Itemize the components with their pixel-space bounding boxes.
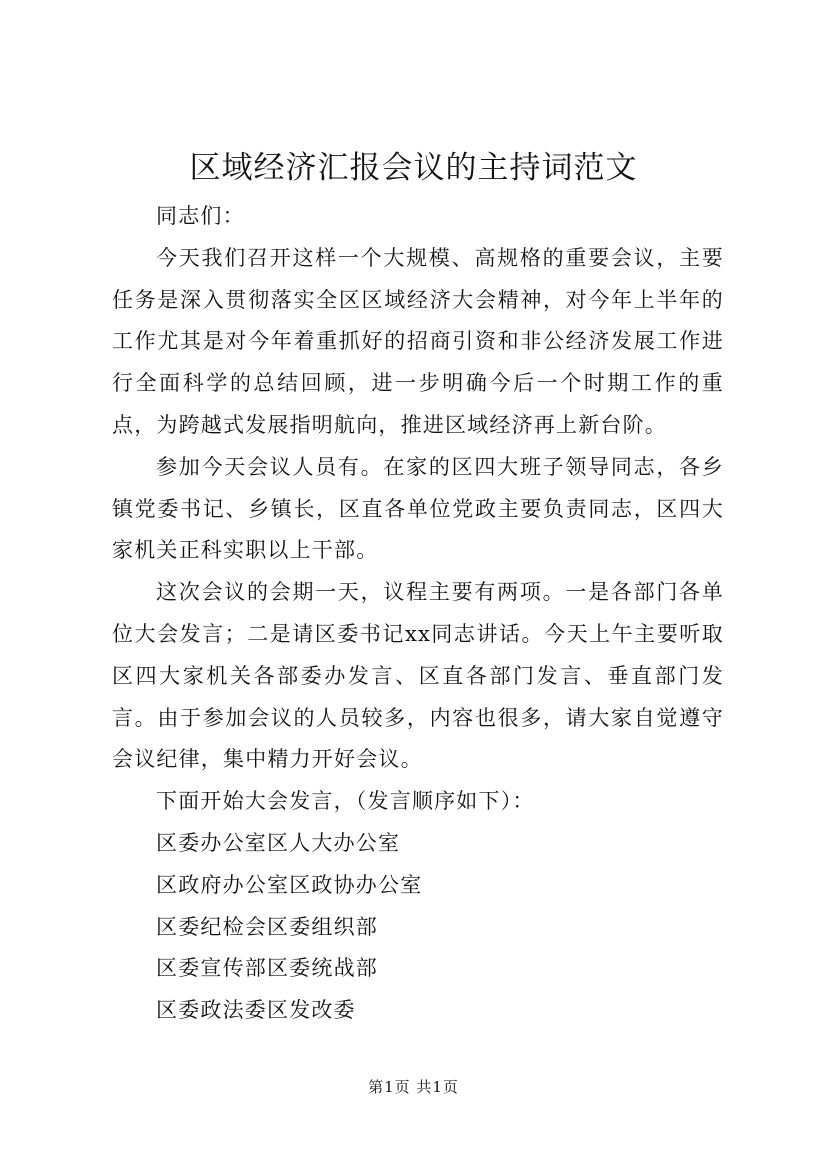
page-number-footer: 第1页 共1页	[368, 1078, 459, 1096]
paragraph-attendees: 参加今天会议人员有。在家的区四大班子领导同志，各乡镇党委书记、乡镇长，区直各单位党政主要负责同志，区四大家机关正科实职以上干部。	[112, 454, 724, 563]
paragraph-agenda: 这次会议的会期一天，议程主要有两项。一是各部门各单位大会发言；二是请区委书记xx同志讲话。今天上午主要听取区四大家机关各部委办发言、区直各部门发言、垂直部门发言。由于参加会议的人员较多，内容也很多，请大家自觉遵守会议纪律，集中精力开好会议。	[112, 580, 724, 772]
speaking-order-item: 区政府办公室区政协办公室	[156, 872, 423, 897]
paragraph-speaking-start: 下面开始大会发言，（发言顺序如下）：	[156, 789, 535, 814]
greeting: 同志们：	[156, 204, 245, 228]
speaking-order-item: 区委政法委区发改委	[156, 998, 356, 1023]
document-title: 区域经济汇报会议的主持词范文	[189, 150, 638, 186]
speaking-order-item: 区委纪检会区委组织部	[156, 914, 378, 939]
document-body	[112, 196, 724, 1032]
speaking-order-item: 区委宣传部区委统战部	[156, 956, 378, 981]
speaking-order-item: 区委办公室区人大办公室	[156, 830, 401, 855]
paragraph-intro: 今天我们召开这样一个大规模、高规格的重要会议，主要任务是深入贯彻落实全区区域经济大会精神，对今年上半年的工作尤其是对今年着重抓好的招商引资和非公经济发展工作进行全面科学的总结回顾，进一步明确今后一个时期工作的重点，为跨越式发展指明航向，推进区域经济再上新台阶。	[112, 245, 724, 437]
